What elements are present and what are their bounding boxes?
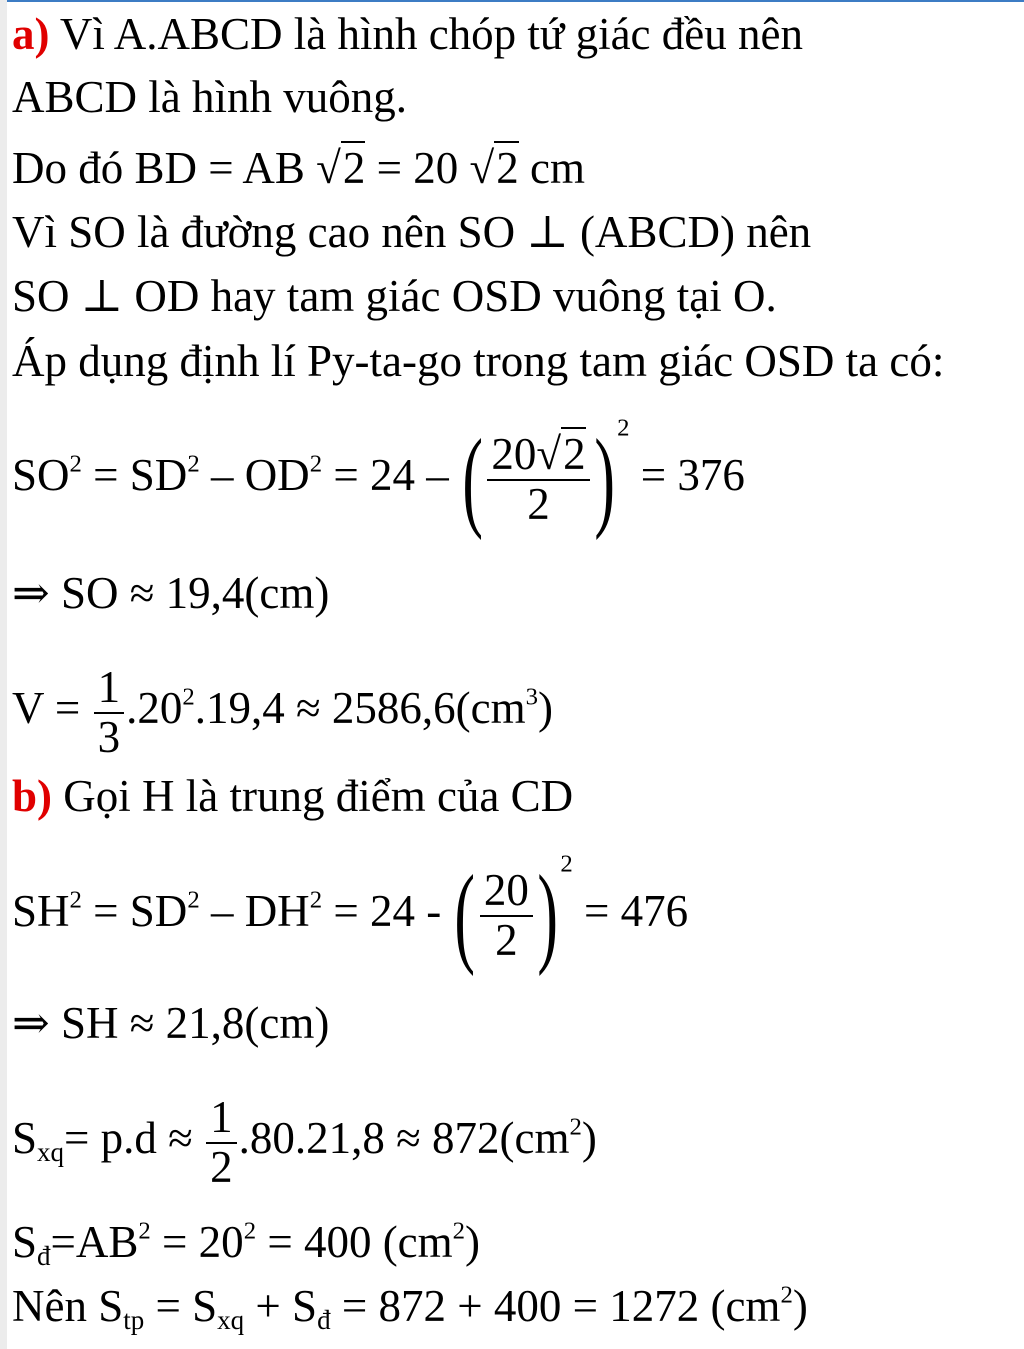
equation-lateral-area — [12, 1078, 597, 1198]
exponent: 2 — [243, 1217, 257, 1245]
text: V = — [12, 683, 92, 733]
right-paren: ) — [594, 417, 615, 542]
line-a-bd — [12, 140, 585, 196]
top-border — [0, 0, 1024, 2]
text: = SD — [81, 886, 188, 936]
exponent: 3 — [525, 683, 538, 711]
fraction — [487, 431, 589, 528]
equation-sh-value: ⇒ SH ≈ 21,8(cm) — [12, 998, 330, 1048]
subscript: xq — [37, 1137, 65, 1168]
text: ) — [792, 1281, 808, 1331]
fraction — [206, 1094, 237, 1191]
left-paren: ( — [454, 853, 476, 978]
numerator: 1 — [97, 662, 121, 713]
fraction — [94, 664, 125, 761]
sqrt-sign: √ — [536, 429, 562, 480]
part-b-label: b) — [12, 771, 53, 821]
line-a-intro — [12, 6, 803, 62]
equation-sh-squared — [12, 836, 688, 986]
text: Nên S — [12, 1281, 124, 1331]
sqrt-expr — [316, 140, 365, 196]
exponent: 2 — [617, 414, 630, 442]
radicand: 2 — [496, 143, 519, 193]
left-paren: ( — [462, 417, 483, 542]
text: = S — [144, 1281, 218, 1331]
text: = 400 (cm — [256, 1217, 453, 1267]
exponent: 2 — [69, 450, 82, 478]
exponent: 2 — [138, 1217, 151, 1245]
text: ) — [465, 1217, 481, 1267]
line-a-pythag: Áp dụng định lí Py-ta-go trong tam giác OSD ta có: — [12, 336, 945, 386]
subscript: xq — [217, 1305, 245, 1336]
subscript: đ — [317, 1305, 331, 1336]
text: – DH — [199, 886, 310, 936]
text: S — [12, 1217, 38, 1267]
denominator: 2 — [527, 478, 550, 529]
text: = 872 + 400 = 1272 (cm — [330, 1281, 781, 1331]
line-a-perp: SO ⊥ OD hay tam giác OSD vuông tại O. — [12, 271, 777, 321]
radicand: 2 — [342, 143, 366, 193]
right-paren: ) — [537, 853, 558, 978]
line-a-height: Vì SO là đường cao nên SO ⊥ (ABCD) nên — [12, 207, 812, 257]
exponent: 2 — [182, 683, 195, 711]
sqrt-sign: √ — [316, 143, 341, 193]
text: .80.21,8 ≈ 872(cm — [238, 1113, 570, 1163]
text: = 20 — [150, 1217, 244, 1267]
text: + S — [244, 1281, 318, 1331]
subscript: tp — [123, 1305, 145, 1336]
sqrt-expr — [470, 140, 519, 196]
text: SH — [12, 886, 70, 936]
left-border — [0, 0, 7, 1349]
exponent: 2 — [309, 450, 323, 478]
exponent: 2 — [780, 1281, 793, 1309]
numerator — [487, 431, 589, 478]
equation-so-value: ⇒ SO ≈ 19,4(cm) — [12, 568, 330, 618]
line-b-intro — [12, 768, 573, 824]
fraction — [480, 867, 533, 964]
text: = 20 — [365, 143, 470, 193]
text: = 24 - — [322, 886, 442, 936]
text: 20 — [491, 429, 537, 480]
text: SO — [12, 450, 70, 500]
exponent: 2 — [69, 886, 82, 914]
part-a-label: a) — [12, 9, 50, 59]
equation-base-area — [12, 1214, 480, 1270]
text: – OD — [199, 450, 310, 500]
text: = p.d ≈ — [64, 1113, 205, 1163]
numerator: 1 — [210, 1092, 233, 1143]
text: Do đó BD = AB — [12, 143, 317, 193]
text: .20 — [126, 683, 183, 733]
denominator: 2 — [495, 914, 518, 965]
text: Vì A.ABCD là hình chóp tứ giác đều nên — [49, 9, 803, 59]
sqrt-sign: √ — [469, 143, 495, 193]
text: = 476 — [572, 886, 689, 936]
sqrt-expr — [536, 431, 585, 478]
numerator: 20 — [483, 865, 529, 916]
text: = SD — [81, 450, 188, 500]
subscript: đ — [37, 1241, 51, 1272]
text: = 376 — [629, 450, 745, 500]
equation-so-squared — [12, 400, 745, 550]
exponent: 2 — [560, 850, 573, 878]
equation-total-area — [12, 1278, 808, 1334]
text: S — [12, 1113, 38, 1163]
text: ) — [538, 683, 553, 733]
exponent: 2 — [309, 886, 323, 914]
text: ) — [581, 1113, 597, 1163]
text: =AB — [50, 1217, 139, 1267]
text: Gọi H là trung điểm của CD — [52, 771, 574, 821]
text: .19,4 ≈ 2586,6(cm — [194, 683, 526, 733]
text: = 24 – — [322, 450, 449, 500]
exponent: 2 — [452, 1217, 466, 1245]
radicand: 2 — [563, 429, 586, 480]
denominator: 2 — [210, 1141, 233, 1192]
denominator: 3 — [97, 711, 121, 762]
equation-volume — [12, 648, 553, 768]
line-a-square: ABCD là hình vuông. — [12, 72, 408, 122]
exponent: 2 — [569, 1113, 582, 1141]
text: cm — [518, 143, 585, 193]
exponent: 2 — [187, 450, 200, 478]
exponent: 2 — [187, 886, 200, 914]
